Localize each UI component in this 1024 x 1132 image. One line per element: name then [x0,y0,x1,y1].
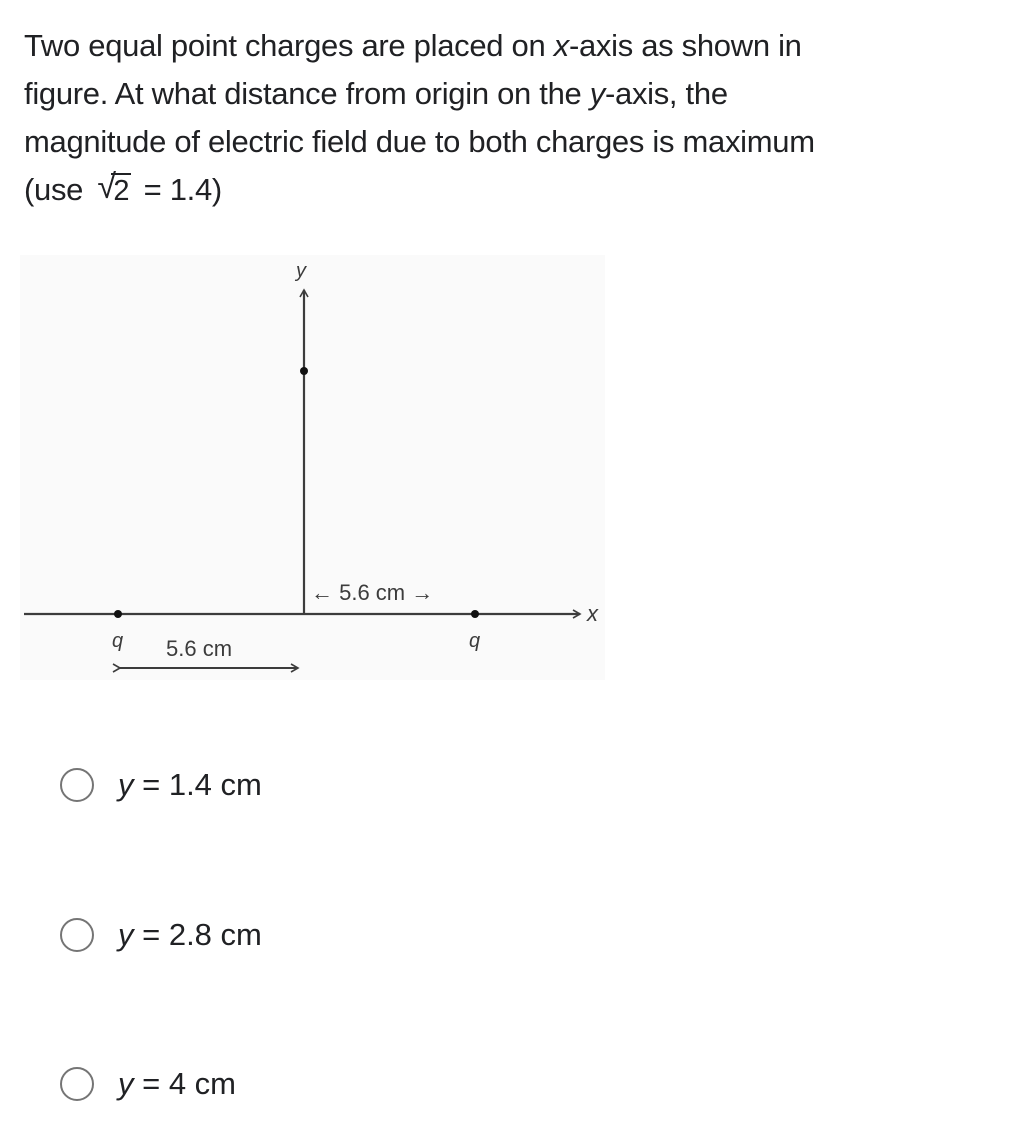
radio-button-icon[interactable] [60,1067,94,1101]
radio-button-icon[interactable] [60,918,94,952]
option-2[interactable] [60,917,262,953]
option-label: y = 4 cm [118,1066,237,1101]
radical-icon: √ [97,168,116,206]
right-charge-label: q [469,630,481,652]
x-axis-label: x [587,601,598,626]
question-text [24,22,1004,215]
right-charge-icon [471,610,479,618]
question-line-3: magnitude of electric field due to both charges is maximum [24,124,815,159]
left-charge-label: q [112,630,124,652]
left-distance-label: 5.6 cm [166,636,233,661]
option-label: y = 2.8 cm [118,917,262,952]
right-distance-label: ← 5.6 cm → [311,580,434,605]
question-line-1: Two equal point charges are placed on x-axis as shown in [24,28,802,63]
y-axis-label: y [296,260,306,282]
option-3[interactable] [60,1066,236,1102]
charges-diagram [20,255,605,680]
radio-button-icon[interactable] [60,768,94,802]
question-line-2: figure. At what distance from origin on the y-axis, the [24,76,728,111]
left-charge-icon [114,610,122,618]
option-1[interactable] [60,767,262,803]
y-axis-point-icon [300,367,308,375]
diagram-svg [20,255,605,680]
option-label: y = 1.4 cm [118,767,262,802]
sqrt-symbol: √ 2 [97,168,130,207]
question-line-4: (use √ 2 = 1.4) [24,166,1004,215]
